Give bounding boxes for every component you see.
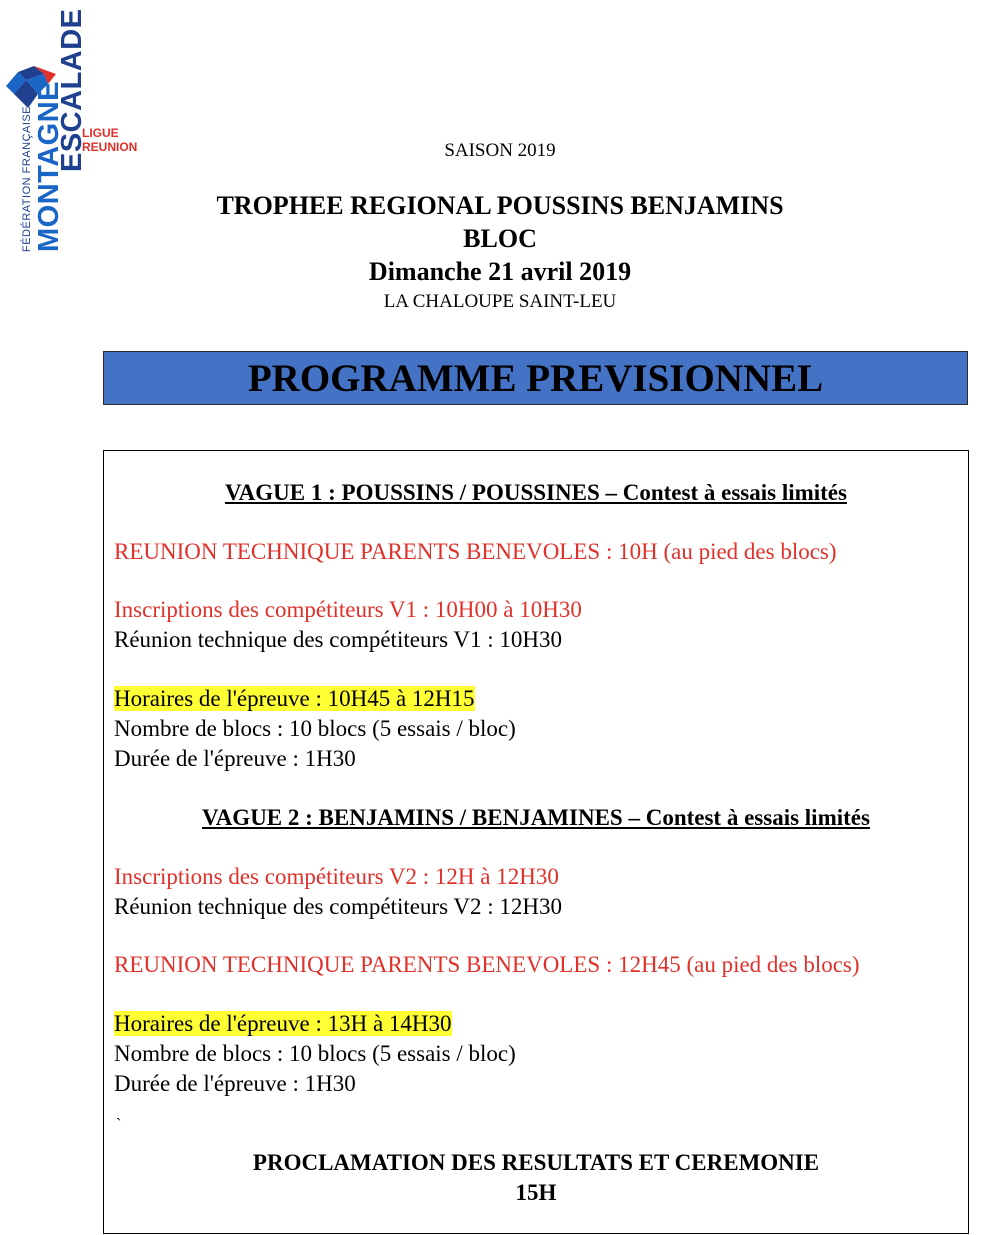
closing-ceremony: PROCLAMATION DES RESULTATS ET CEREMONIE bbox=[252, 1150, 820, 1175]
vague1-duree: Durée de l'épreuve : 1H30 bbox=[114, 746, 356, 771]
vague2-horaires: Horaires de l'épreuve : 13H à 14H30 bbox=[114, 1011, 452, 1036]
vague1-reunion-competiteurs: Réunion technique des compétiteurs V1 : 10H30 bbox=[114, 627, 562, 652]
vague1-reunion-parents: REUNION TECHNIQUE PARENTS BENEVOLES : 10H (au pied des blocs) bbox=[114, 539, 837, 564]
vague2-duree: Durée de l'épreuve : 1H30 bbox=[114, 1071, 356, 1096]
vague2-nombre-blocs: Nombre de blocs : 10 blocs (5 essais / bloc) bbox=[114, 1041, 516, 1066]
logo-ligue-line2: REUNION bbox=[82, 140, 138, 154]
vague2-inscriptions: Inscriptions des compétiteurs V2 : 12H à 12H30 bbox=[114, 864, 559, 889]
ffme-logo bbox=[0, 0, 145, 260]
vague2-reunion-parents: REUNION TECHNIQUE PARENTS BENEVOLES : 12H45 (au pied des blocs) bbox=[114, 952, 860, 977]
vague1-horaires: Horaires de l'épreuve : 10H45 à 12H15 bbox=[114, 686, 475, 711]
stray-mark: ` bbox=[116, 1116, 122, 1133]
closing-time: 15H bbox=[515, 1180, 557, 1205]
event-title: TROPHEE REGIONAL POUSSINS BENJAMINS bbox=[216, 191, 784, 220]
event-discipline: BLOC bbox=[463, 224, 537, 253]
logo-montagne-text: MONTAGNE bbox=[33, 80, 65, 252]
programme-banner: PROGRAMME PREVISIONNEL bbox=[103, 351, 968, 405]
logo-ligue-line1: LIGUE bbox=[82, 126, 119, 140]
vague2-heading: VAGUE 2 : BENJAMINS / BENJAMINES – Contest à essais limités bbox=[202, 805, 870, 830]
season-label: SAISON 2019 bbox=[444, 140, 556, 161]
programme-box bbox=[103, 450, 969, 1234]
logo-escalade-text: ESCALADE bbox=[56, 8, 88, 172]
event-location: LA CHALOUPE SAINT-LEU bbox=[383, 291, 617, 312]
vague1-heading: VAGUE 1 : POUSSINS / POUSSINES – Contest à essais limités bbox=[225, 480, 847, 505]
vague2-reunion-competiteurs: Réunion technique des compétiteurs V2 : 12H30 bbox=[114, 894, 562, 919]
event-date: Dimanche 21 avril 2019 bbox=[368, 257, 632, 286]
logo-federation-text: FÉDÉRATION FRANÇAISE bbox=[21, 105, 33, 252]
vague1-nombre-blocs: Nombre de blocs : 10 blocs (5 essais / bloc) bbox=[114, 716, 516, 741]
vague1-inscriptions: Inscriptions des compétiteurs V1 : 10H00 à 10H30 bbox=[114, 597, 582, 622]
